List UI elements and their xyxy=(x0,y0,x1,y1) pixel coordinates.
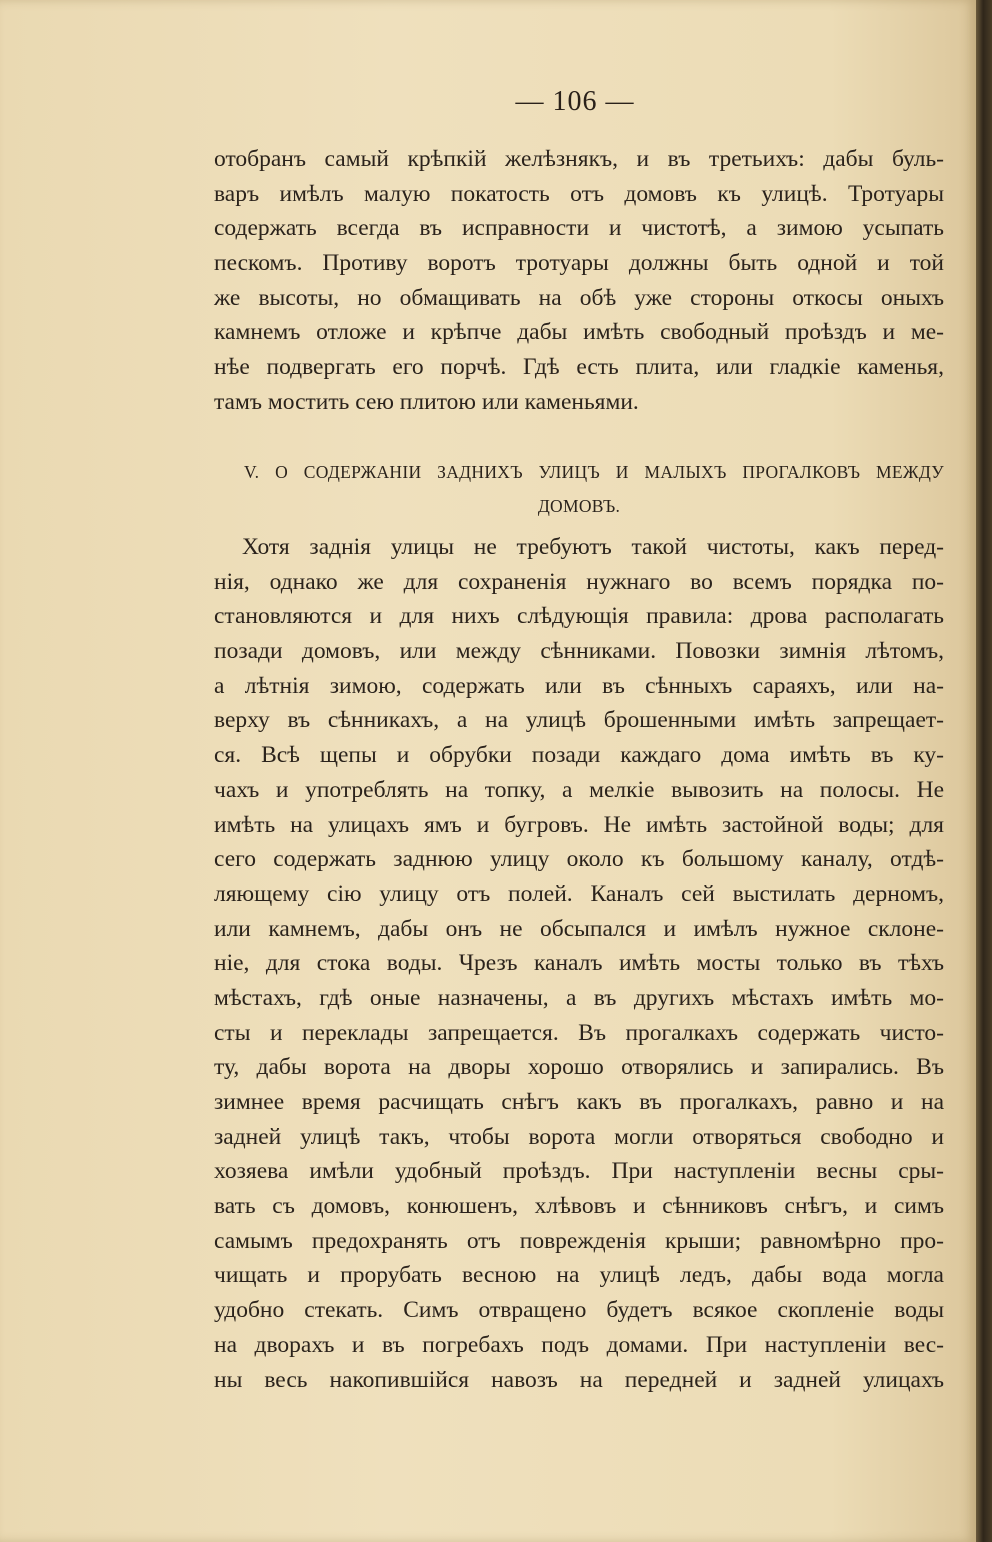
text-line: на дворахъ и въ погребахъ подъ домами. При наступленіи вес- xyxy=(214,1331,944,1358)
text-line: зимнее время расчищать снѣгъ какъ въ прогалкахъ, равно и на xyxy=(214,1089,944,1115)
text-line: отобранъ самый крѣпкій желѣзнякъ, и въ третьихъ: дабы буль- xyxy=(214,146,944,172)
text-line: ніе, для стока воды. Чрезъ каналъ имѣть мосты только въ тѣхъ xyxy=(214,950,944,977)
section-heading-line: V. О СОДЕРЖАНІИ ЗАДНИХЪ УЛИЦЪ И МАЛЫХЪ ПРОГАЛКОВЪ МЕЖДУ xyxy=(244,462,944,482)
section-heading xyxy=(214,455,944,523)
text-line: или камнемъ, дабы онъ не обсыпался и имѣлъ нужное склоне- xyxy=(214,915,944,942)
text-line: позади домовъ, или между сѣнниками. Повозки зимнія лѣтомъ, xyxy=(214,638,944,665)
text-line: камнемъ отложе и крѣпче дабы имѣть свободный проѣздъ и ме- xyxy=(214,319,944,346)
section-heading-line: ДОМОВЪ. xyxy=(537,496,621,516)
text-line: Хотя заднія улицы не требуютъ такой чистоты, какъ перед- xyxy=(242,534,944,560)
text-line: ны весь накопившійся навозъ на передней и задней улицахъ xyxy=(214,1366,944,1393)
text-line: нѣе подвергать его порчѣ. Гдѣ есть плита, или гладкіе каменья, xyxy=(214,354,944,381)
text-line: содержать всегда въ исправности и чистотѣ, а зимою усыпать xyxy=(214,215,944,242)
text-line: чищать и прорубать весною на улицѣ ледъ, дабы вода могла xyxy=(214,1262,944,1289)
text-line: нія, однако же для сохраненія нужнаго во всемъ порядка по- xyxy=(214,568,944,595)
text-line: задней улицѣ такъ, чтобы ворота могли отворяться свободно и xyxy=(214,1123,944,1150)
text-line: тамъ мостить сею плитою или каменьями. xyxy=(214,388,639,415)
text-line: становляются и для нихъ слѣдующія правила: дрова располагать xyxy=(214,603,944,630)
text-line: верху въ сѣнникахъ, а на улицѣ брошенными имѣть запрещает- xyxy=(214,707,944,734)
page-number: — 106 — xyxy=(515,86,635,117)
text-line: сты и переклады запрещается. Въ прогалкахъ содержать чисто- xyxy=(214,1019,944,1046)
text-line: мѣстахъ, гдѣ оные назначены, а въ другихъ мѣстахъ имѣть мо- xyxy=(214,984,944,1011)
text-line: имѣть на улицахъ ямъ и бугровъ. Не имѣть застойной воды; для xyxy=(214,811,944,838)
book-spine-edge xyxy=(976,0,992,1542)
text-line: а лѣтнія зимою, содержать или въ сѣнныхъ сараяхъ, или на- xyxy=(214,672,944,699)
text-line: сего содержать заднюю улицу около къ большому каналу, отдѣ- xyxy=(214,846,944,873)
text-line: чахъ и употреблять на топку, а мелкіе вывозить на полосы. Не xyxy=(214,776,944,803)
text-line: же высоты, но обмащивать на обѣ уже стороны откосы оныхъ xyxy=(214,284,944,311)
text-line: варъ имѣлъ малую покатость отъ домовъ къ улицѣ. Тротуары xyxy=(214,180,944,207)
text-line: ся. Всѣ щепы и обрубки позади каждаго дома имѣть въ ку- xyxy=(214,742,944,769)
text-line: пескомъ. Противу воротъ тротуары должны быть одной и той xyxy=(214,250,944,277)
paragraph-top xyxy=(214,142,944,420)
text-line: удобно стекать. Симъ отвращено будетъ всякое скопленіе воды xyxy=(214,1297,944,1324)
text-line: ту, дабы ворота на дворы хорошо отворялись и запирались. Въ xyxy=(214,1054,944,1081)
text-line: самымъ предохранять отъ поврежденія крыши; равномѣрно про- xyxy=(214,1227,944,1254)
text-line: хозяева имѣли удобный проѣздъ. При наступленіи весны сры- xyxy=(214,1158,944,1185)
paragraph-main xyxy=(214,530,944,1397)
text-line: ляющему сію улицу отъ полей. Каналъ сей выстилать дерномъ, xyxy=(214,880,944,907)
text-line: вать съ домовъ, конюшенъ, хлѣвовъ и сѣнниковъ снѣгъ, и симъ xyxy=(214,1193,944,1220)
